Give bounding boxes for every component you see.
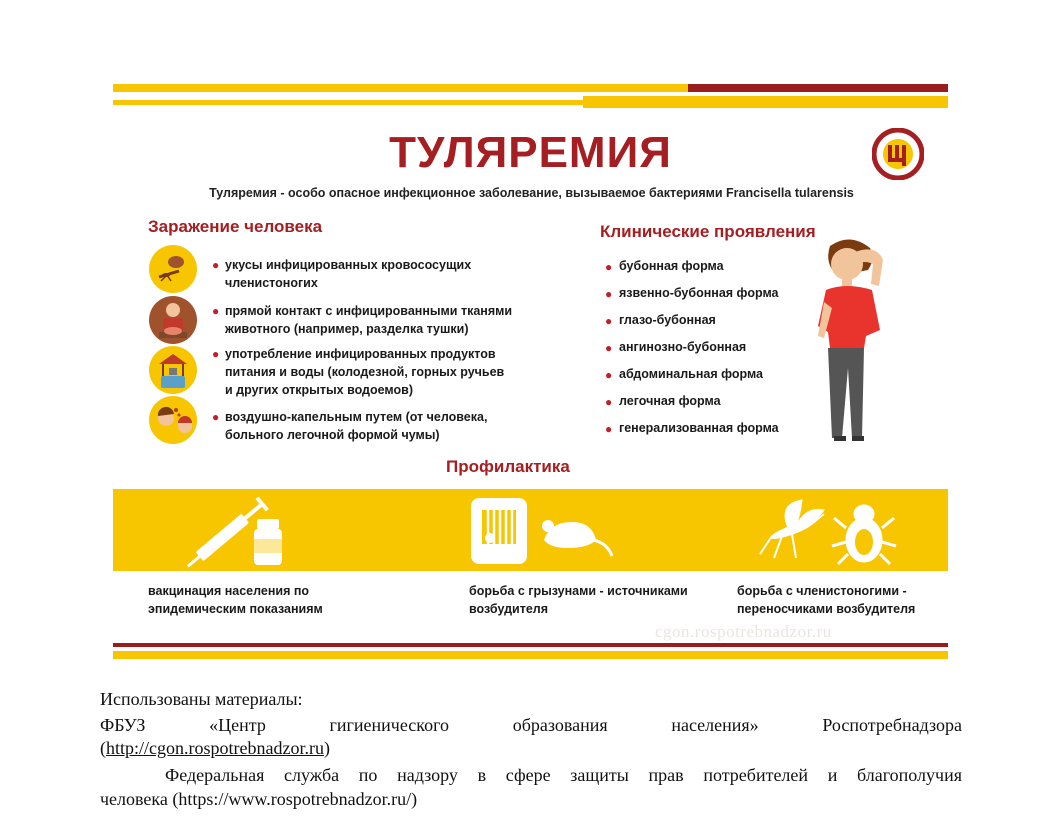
prevention-item-text: вакцинация населения по эпидемическим показаниям [148, 584, 323, 616]
source-federal-service: Федеральная служба по надзору в сфере защиты прав потребителей и благополучия [165, 765, 962, 785]
source-fbuz-url-line: (http://cgon.rospotrebnadzor.ru) [100, 738, 330, 758]
list-item: ● глазо-бубонная [605, 313, 716, 328]
prevention-item-text: борьба с членистоногими - переносчиками возбудителя [737, 584, 916, 616]
infection-item-text: прямой контакт с инфицированными тканями животного (например, разделка тушки) [225, 304, 513, 336]
bottom-stripe-yellow [113, 651, 948, 659]
rat-trap-icon [468, 496, 618, 566]
mosquito-louse-icon [752, 492, 902, 568]
infection-item-text: укусы инфицированных кровососущих членистоногих [225, 258, 472, 290]
clinical-heading: Клинические проявления [600, 222, 816, 241]
watermark: cgon.rospotrebnadzor.ru [655, 622, 832, 641]
source-federal-service-cont: человека (https://www.rospotrebnadzor.ru/) [100, 789, 418, 809]
infection-item-text: употребление инфицированных продуктов питания и воды (колодезной, горных ручьев и других открытых водоемов) [225, 347, 505, 397]
list-item: ● легочная форма [605, 394, 721, 409]
sick-person-icon [800, 238, 900, 443]
list-item: ● язвенно-бубонная форма [605, 286, 779, 301]
poster-title: ТУЛЯРЕМИЯ [389, 128, 672, 177]
bullet-icon: ● [605, 368, 613, 382]
source-fbuz: ФБУЗ «Центр гигиенического образования населения» Роспотребнадзора [100, 715, 962, 735]
bullet-icon: ● [605, 395, 613, 409]
bullet-icon: ● [212, 410, 220, 424]
bullet-icon: ● [605, 422, 613, 436]
prevention-heading: Профилактика [446, 457, 570, 476]
top-stripe-wide [583, 96, 948, 108]
poster-subtitle: Туляремия - особо опасное инфекционное заболевание, вызываемое бактериями Francisella tularensis [209, 186, 854, 200]
people-sneezing-icon [149, 396, 197, 444]
infection-heading: Заражение человека [148, 217, 323, 236]
used-materials-label: Использованы материалы: [100, 689, 303, 709]
source-fbuz-link[interactable]: http://cgon.rospotrebnadzor.ru [106, 738, 324, 758]
top-stripe-red [688, 84, 948, 92]
prevention-item-text: борьба с грызунами - источниками возбудителя [469, 584, 688, 616]
top-stripe-thin [113, 100, 583, 105]
bullet-icon: ● [605, 287, 613, 301]
syringe-vial-icon [175, 491, 290, 569]
clinical-list [605, 258, 805, 447]
bullet-icon: ● [605, 260, 613, 274]
list-item: ● абдоминальная форма [605, 367, 764, 382]
list-item: ● генерализованная форма [605, 421, 779, 436]
bullet-icon: ● [212, 304, 220, 318]
bullet-icon: ● [212, 258, 220, 272]
butcher-hands-icon [149, 296, 197, 344]
infection-item-text: воздушно-капельным путем (от человека, больного легочной формой чумы) [225, 410, 488, 442]
bullet-icon: ● [212, 347, 220, 361]
bullet-icon: ● [605, 341, 613, 355]
list-item: ● бубонная форма [605, 259, 724, 274]
tick-mosquito-icon [149, 245, 197, 293]
bottom-stripe-red [113, 643, 948, 647]
cgon-logo-icon [872, 128, 924, 180]
list-item: ● ангинозно-бубонная [605, 340, 747, 355]
water-well-icon [149, 346, 197, 394]
bullet-icon: ● [605, 314, 613, 328]
